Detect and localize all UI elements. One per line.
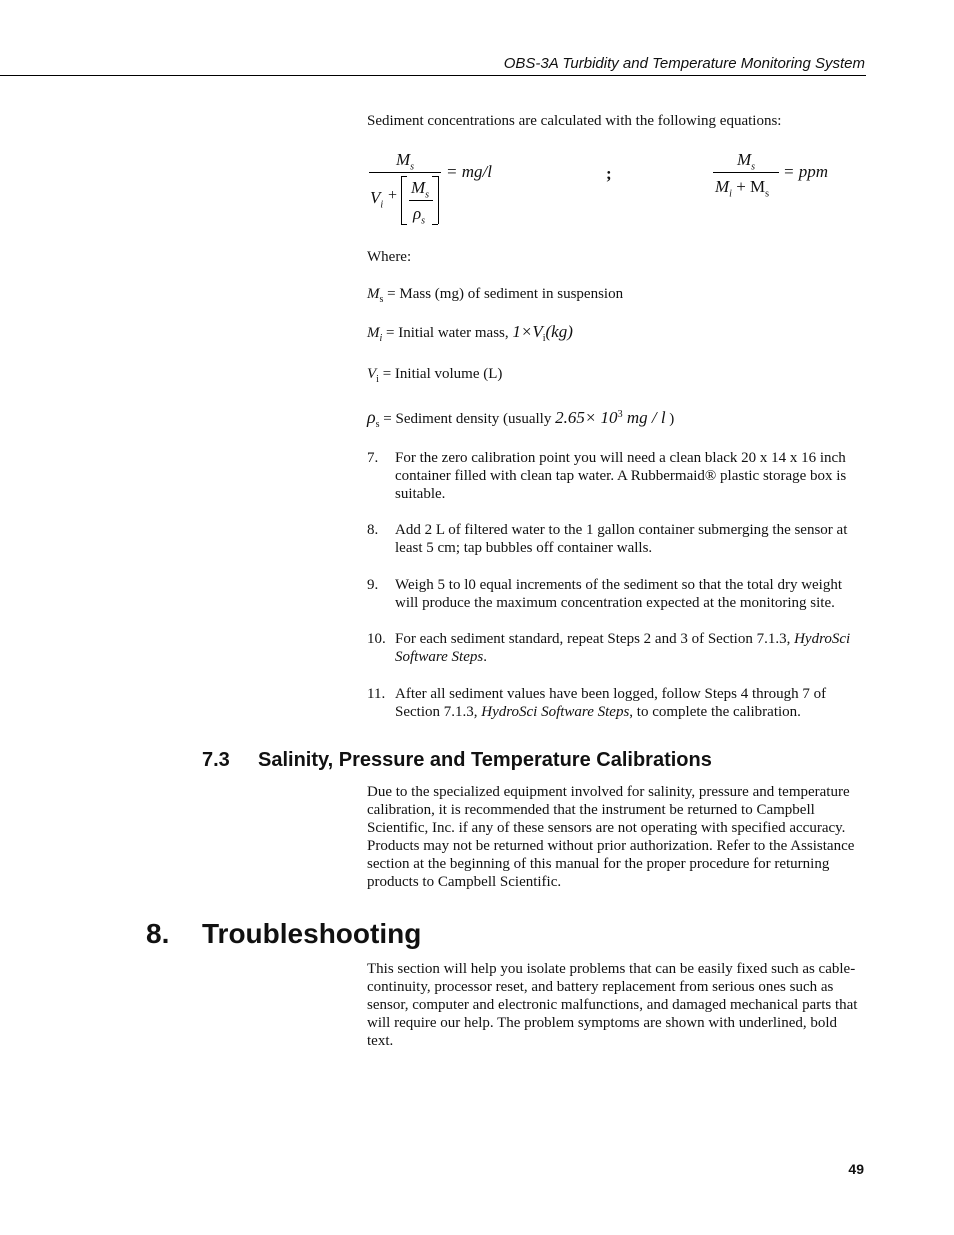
eq1-denominator-v: $V_i$ xyxy=(370,188,384,211)
list-item: 10. For each sediment standard, repeat Steps 2 and 3 of Section 7.1.3, HydroSci Software Steps. xyxy=(367,631,851,665)
running-header: OBS-3A Turbidity and Temperature Monitoring System xyxy=(503,55,865,72)
eq1-inner-fraction-bar xyxy=(409,200,433,201)
eq2-numerator: $M_s$ xyxy=(737,150,756,173)
page-number: 49 xyxy=(848,1161,864,1177)
cross-reference: HydroSci Software Steps xyxy=(481,704,630,720)
list-item: 7. For the zero calibration point you will need a clean black 20 x 14 x 16 inch container filled with clean tap water. A Rubbermaid® plastic storage box is suitable. xyxy=(367,450,847,502)
eq1-inner-numerator: $M_s$ xyxy=(411,178,430,201)
eq1-plus: + xyxy=(388,187,398,204)
cross-reference: HydroSci Software Steps xyxy=(395,631,851,665)
equation-separator: ; xyxy=(606,164,612,183)
section-8-body: This section will help you isolate problems that can be easily fixed such as cable-continuity, processor reset, and battery replacement from serious ones such as sensor, computer and electronic malfunctions, and damaged mechanical parts that will require our help. The problem symptoms are shown with underlined, bold text. xyxy=(367,961,858,1049)
list-item: 8. Add 2 L of filtered water to the 1 gallon container submerging the sensor at least 5 cm; tap bubbles off container walls. xyxy=(367,522,848,556)
eq1-numerator: $M_s$ xyxy=(396,150,415,173)
eq2-result: = ppm xyxy=(783,162,828,181)
definition-rho: $\rho_s$ = Sediment density (usually $2.65\times 10^3$ mg / l ) xyxy=(367,407,675,430)
eq1-fraction-bar xyxy=(369,172,441,173)
list-item: 9. Weigh 5 to l0 equal increments of the sediment so that the total dry weight will produce the maximum concentration expected at the monitoring site. xyxy=(367,577,843,611)
definition-vi: $V_i$ = Initial volume (L) xyxy=(367,366,503,385)
where-label: Where: xyxy=(367,249,412,265)
header-rule xyxy=(0,75,866,76)
eq2-fraction-bar xyxy=(713,172,779,173)
eq1-right-bracket xyxy=(438,176,439,224)
intro-text: Sediment concentrations are calculated with the following equations: xyxy=(367,113,782,129)
list-item: 11. After all sediment values have been logged, follow Steps 4 through 7 of Section 7.1.3, HydroSci Software Steps, to complete the calibration. xyxy=(367,686,827,720)
definition-mi: $M_i$ = Initial water mass, $1\times V_i(kg)$ xyxy=(367,322,573,344)
eq1-left-bracket xyxy=(401,176,402,224)
eq1-inner-denominator: $\rho_s$ xyxy=(413,204,426,227)
section-7-3-body: Due to the specialized equipment involved for salinity, pressure and temperature calibration, it is recommended that the instrument be returned to Campbell Scientific, Inc. if any of these sensors are not operating with specified accuracy. Products may not be returned without prior authorization. Refer to the Assistance section at the beginning of this manual for the proper procedure for returning products to Campbell Scientific. xyxy=(367,784,855,890)
eq2-denominator: $M_i + M_s$ xyxy=(715,177,770,200)
definition-ms: $M_s$ = Mass (mg) of sediment in suspension xyxy=(367,286,624,305)
eq1-result: = mg/l xyxy=(446,162,492,181)
